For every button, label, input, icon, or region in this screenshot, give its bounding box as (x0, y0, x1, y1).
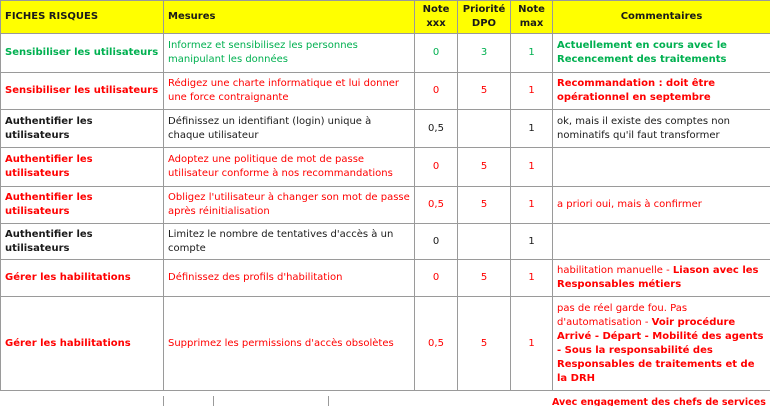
header-note[interactable]: Note xxx (415, 1, 458, 34)
table-row (1, 148, 770, 187)
cell-risk[interactable]: Authentifier les utilisateurs (1, 110, 164, 148)
cell-note-max[interactable]: 1 (511, 148, 553, 187)
cell-measure[interactable]: Définissez un identifiant (login) unique à chaque utilisateur (164, 110, 415, 148)
cell-comment[interactable] (553, 260, 770, 297)
cell-note[interactable]: 0 (415, 148, 458, 187)
cell-priority[interactable]: 5 (458, 73, 511, 110)
cell-note[interactable]: 0 (415, 34, 458, 73)
cell-risk[interactable]: Gérer les habilitations (1, 260, 164, 297)
cell-priority[interactable]: 5 (458, 148, 511, 187)
header-measure[interactable]: Mesures (164, 1, 415, 34)
comment-bold: Voir procédure Arrivé - Départ - Mobilité des agents - Sous la responsabilité des Responsables de traitements et de la DRH (557, 316, 764, 384)
header-row (1, 1, 770, 34)
cell-note-max[interactable]: 1 (511, 224, 553, 260)
cell-risk[interactable]: Authentifier les utilisateurs (1, 224, 164, 260)
table-row (1, 34, 770, 73)
cell-measure[interactable]: Adoptez une politique de mot de passe utilisateur conforme à nos recommandations (164, 148, 415, 187)
cell-note[interactable]: 0,5 (415, 110, 458, 148)
cell-measure[interactable]: Obligez l'utilisateur à changer son mot de passe après réinitialisation (164, 187, 415, 224)
header-priority[interactable]: Priorité DPO (458, 1, 511, 34)
cell-note[interactable]: 0 (415, 73, 458, 110)
cell-priority[interactable]: 5 (458, 260, 511, 297)
cell-note-max[interactable]: 1 (511, 260, 553, 297)
cell-note-max[interactable]: 1 (511, 297, 553, 391)
cell-risk[interactable]: Authentifier les utilisateurs (1, 187, 164, 224)
cell-priority[interactable] (458, 224, 511, 260)
cell-note[interactable]: 0,5 (415, 187, 458, 224)
cell-comment[interactable]: a priori oui, mais à confirmer (553, 187, 770, 224)
cell-comment[interactable]: ok, mais il existe des comptes non nominatifs qu'il faut transformer (553, 110, 770, 148)
cell-note[interactable]: 0 (415, 260, 458, 297)
table-row (1, 110, 770, 148)
header-note-max[interactable]: Note max (511, 1, 553, 34)
cell-measure[interactable]: Informez et sensibilisez les personnes manipulant les données (164, 34, 415, 73)
cell-priority[interactable]: 5 (458, 187, 511, 224)
cell-measure[interactable]: Rédigez une charte informatique et lui donner une force contraignante (164, 73, 415, 110)
cell-comment[interactable] (553, 297, 770, 391)
cell-priority[interactable]: 3 (458, 34, 511, 73)
table-row (1, 73, 770, 110)
table-row (1, 224, 770, 260)
cell-comment[interactable] (553, 148, 770, 187)
table-row (1, 187, 770, 224)
cell-measure[interactable]: Supprimez les permissions d'accès obsolètes (164, 297, 415, 391)
cell-note[interactable]: 0,5 (415, 297, 458, 391)
cell-risk[interactable]: Authentifier les utilisateurs (1, 148, 164, 187)
partial-next-row (0, 396, 770, 406)
partial-comment[interactable]: Avec engagement des chefs de services (552, 397, 766, 406)
cell-priority[interactable] (458, 110, 511, 148)
comment-plain: pas de réel garde fou. Pas d'automatisation - (557, 302, 688, 328)
table-row (1, 260, 770, 297)
comment-plain: habilitation manuelle - (557, 265, 673, 276)
cell-priority[interactable]: 5 (458, 297, 511, 391)
cell-risk[interactable]: Sensibiliser les utilisateurs (1, 34, 164, 73)
header-comments[interactable]: Commentaires (553, 1, 770, 34)
header-risk[interactable]: FICHES RISQUES (1, 1, 164, 34)
cell-risk[interactable]: Gérer les habilitations (1, 297, 164, 391)
cell-note[interactable]: 0 (415, 224, 458, 260)
comment-bold: Liason avec les Responsables métiers (557, 265, 759, 290)
cell-risk[interactable]: Sensibiliser les utilisateurs (1, 73, 164, 110)
cell-comment[interactable]: Recommandation : doit être opérationnel en septembre (553, 73, 770, 110)
cell-measure[interactable]: Définissez des profils d'habilitation (164, 260, 415, 297)
cell-note-max[interactable]: 1 (511, 73, 553, 110)
cell-note-max[interactable]: 1 (511, 110, 553, 148)
cell-note-max[interactable]: 1 (511, 187, 553, 224)
cell-measure[interactable]: Limitez le nombre de tentatives d'accès à un compte (164, 224, 415, 260)
cell-comment[interactable] (553, 224, 770, 260)
cell-note-max[interactable]: 1 (511, 34, 553, 73)
cell-comment[interactable]: Actuellement en cours avec le Recencement des traitements (553, 34, 770, 73)
table-row (1, 297, 770, 391)
